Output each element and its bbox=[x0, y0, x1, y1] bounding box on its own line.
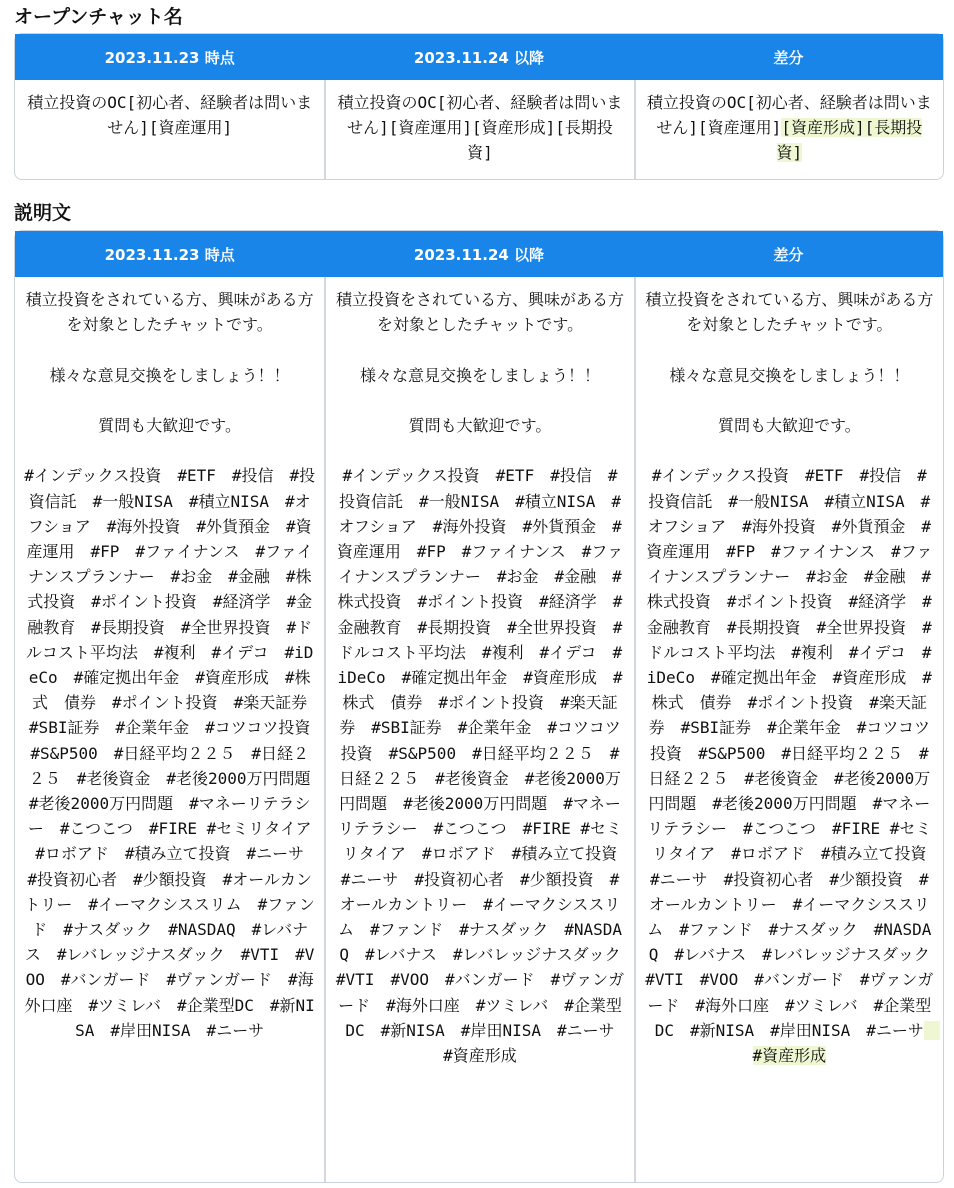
header-before: 2023.11.23 時点 bbox=[104, 48, 235, 67]
description-before-cell: 積立投資をされている方、興味がある方を対象としたチャットです。 様々な意見交換をしましょう！！ 質問も大歓迎です。 #インデックス投資 #ETF #投信 #投資信託 #一般NISA #積立NISA #オフショア #海外投資 #外貨預金 #資産運用 #FP #ファイナンス #ファイナンスプランナー #お金 #金融 #株式投資 #ポイント投資 #経済学 #金融教育 #長期投資 #全世界投資 #ドルコスト平均法 #複利 #イデコ #iDeCo #確定拠出年金 #資産形成 #株式 債券 #ポイント投資 #楽天証券 #SBI証券 #企業年金 #コツコツ投資 #S&P500 #日経平均２２５ #日経２２５ #老後資金 #老後2000万円問題 #老後2000万円問題 #マネーリテラシー #こつこつ #FIRE #セミリタイア #ロボアド #積み立て投資 #ニーサ #投資初心者 #少額投資 #オールカントリー #イーマクシススリム #ファンド #ナスダック #NASDAQ #レバナス #レバレッジナスダック #VTI #VOO #バンガード #ヴァンガード #海外口座 #ツミレバ #企業型DC #新NISA #岸田NISA #ニーサ bbox=[24, 290, 316, 1040]
diff-unchanged-text: 積立投資をされている方、興味がある方を対象としたチャットです。 様々な意見交換をしましょう！！ 質問も大歓迎です。 #インデックス投資 #ETF #投信 #投資信託 #一般NISA #積立NISA #オフショア #海外投資 #外貨預金 #資産運用 #FP #ファイナンス #ファイナンスプランナー #お金 #金融 #株式投資 #ポイント投資 #経済学 #金融教育 #長期投資 #全世界投資 #ドルコスト平均法 #複利 #イデコ #iDeCo #確定拠出年金 #資産形成 #株式 債券 #ポイント投資 #楽天証券 #SBI証券 #企業年金 #コツコツ投資 #S&P500 #日経平均２２５ #日経２２５ #老後資金 #老後2000万円問題 #老後2000万円問題 #マネーリテラシー #こつこつ #FIRE #セミリタイア #ロボアド #積み立て投資 #ニーサ #投資初心者 #少額投資 #オールカントリー #イーマクシススリム #ファンド #ナスダック #NASDAQ #レバナス #レバレッジナスダック #VTI #VOO #バンガード #ヴァンガード #海外口座 #ツミレバ #企業型DC #新NISA #岸田NISA #ニーサ bbox=[645, 290, 934, 1040]
header-after: 2023.11.24 以降 bbox=[413, 245, 545, 264]
header-diff: 差分 bbox=[773, 48, 804, 67]
table-header bbox=[15, 34, 943, 80]
header-diff: 差分 bbox=[773, 245, 804, 264]
openchat-name-diff-table bbox=[14, 33, 944, 180]
table-body bbox=[15, 277, 943, 1182]
diff-added-text: [資産形成][長期投資] bbox=[776, 118, 923, 163]
name-after-cell: 積立投資のOC[初心者、経験者は問いません][資産運用][資産形成][長期投資] bbox=[324, 80, 633, 179]
table-body bbox=[15, 80, 943, 179]
section-title-description: 説明文 bbox=[14, 202, 72, 224]
section-title-openchat-name: オープンチャット名 bbox=[14, 6, 183, 28]
description-diff-cell bbox=[634, 277, 943, 1182]
name-before-cell: 積立投資のOC[初心者、経験者は問いません][資産運用] bbox=[27, 93, 313, 138]
name-diff-cell bbox=[634, 80, 943, 179]
description-diff-table bbox=[14, 230, 944, 1183]
description-after-cell: 積立投資をされている方、興味がある方を対象としたチャットです。 様々な意見交換をしましょう！！ 質問も大歓迎です。 #インデックス投資 #ETF #投信 #投資信託 #一般NISA #積立NISA #オフショア #海外投資 #外貨預金 #資産運用 #FP #ファイナンス #ファイナンスプランナー #お金 #金融 #株式投資 #ポイント投資 #経済学 #金融教育 #長期投資 #全世界投資 #ドルコスト平均法 #複利 #イデコ #iDeCo #確定拠出年金 #資産形成 #株式 債券 #ポイント投資 #楽天証券 #SBI証券 #企業年金 #コツコツ投資 #S&P500 #日経平均２２５ #日経２２５ #老後資金 #老後2000万円問題 #老後2000万円問題 #マネーリテラシー #こつこつ #FIRE #セミリタイア #ロボアド #積み立て投資 #ニーサ #投資初心者 #少額投資 #オールカントリー #イーマクシススリム #ファンド #ナスダック #NASDAQ #レバナス #レバレッジナスダック #VTI #VOO #バンガード #ヴァンガード #海外口座 #ツミレバ #企業型DC #新NISA #岸田NISA #ニーサ #資産形成 bbox=[324, 277, 633, 1182]
diff-unchanged-text: 積立投資のOC[初心者、経験者は問いません][資産運用] bbox=[646, 93, 932, 138]
diff-added-text: #資産形成 bbox=[752, 1020, 940, 1066]
header-before: 2023.11.23 時点 bbox=[104, 245, 235, 264]
table-header bbox=[15, 231, 943, 277]
header-after: 2023.11.24 以降 bbox=[413, 48, 545, 67]
